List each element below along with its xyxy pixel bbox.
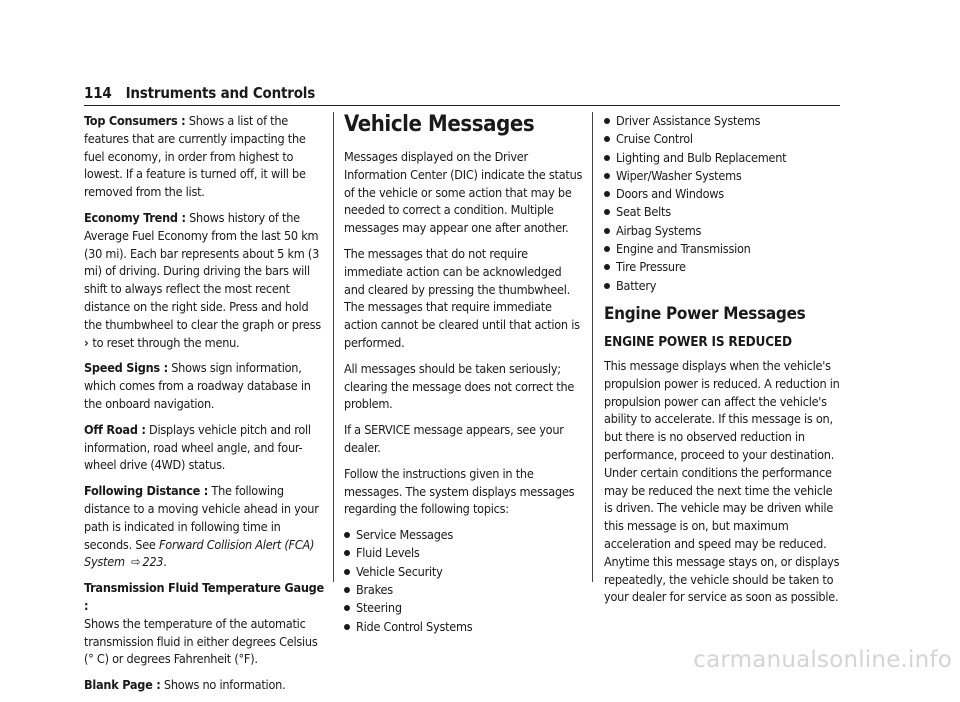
definition-term: Top Consumers : bbox=[84, 113, 186, 128]
bullet-icon bbox=[604, 136, 610, 142]
column-3 bbox=[604, 112, 840, 614]
chevron-right-icon: › bbox=[84, 334, 89, 350]
list-item: Cruise Control bbox=[604, 130, 840, 148]
definition-term: Following Distance : bbox=[84, 483, 209, 499]
footer bbox=[0, 636, 960, 678]
list-item: Engine and Transmission bbox=[604, 240, 840, 258]
definition-text: Shows the temperature of the automatic transmission fluid in either degrees Celsius (° C) or degrees Fahrenheit (°F). bbox=[84, 615, 318, 667]
definition-text: The following distance to a moving vehicle ahead in your path is indicated in following time in seconds. See bbox=[84, 483, 319, 552]
definition-text: Shows sign information, which comes from a roadway database in the onboard navigation. bbox=[84, 360, 311, 411]
list-item: Vehicle Security bbox=[344, 563, 584, 581]
watermark-link[interactable]: carmanualsonline.info bbox=[693, 647, 952, 673]
list-item: Fluid Levels bbox=[344, 544, 584, 562]
definition-term: Economy Trend : bbox=[84, 209, 186, 225]
topic-list-continued bbox=[604, 112, 840, 295]
column-divider-2 bbox=[592, 112, 593, 582]
paragraph: This message displays when the vehicle's propulsion power is reduced. A reduction in propulsion power can affect the vehicle's ability to accelerate. If this message is on, but there is no observed reduction in performance, proceed to your destination. Under certain conditions the performance may be reduced the next time the vehicle is driven. The vehicle may be driven while this message is on, but maximum acceleration and speed may be reduced. Anytime this message stays on, or displays repeatedly, the vehicle should be taken to your dealer for service as soon as possible. bbox=[604, 357, 840, 605]
list-item: Wiper/Washer Systems bbox=[604, 167, 840, 185]
bullet-icon bbox=[604, 209, 610, 215]
list-item: Driver Assistance Systems bbox=[604, 112, 840, 130]
paragraph: All messages should be taken seriously; clearing the message does not correct the problem. bbox=[344, 360, 575, 412]
bullet-icon bbox=[344, 532, 350, 538]
definition-text-continued: to reset through the menu. bbox=[92, 334, 240, 350]
list-item: Steering bbox=[344, 599, 584, 617]
paragraph: Follow the instructions given in the messages. The system displays messages regarding the following topics: bbox=[344, 465, 575, 517]
bullet-icon bbox=[344, 624, 350, 630]
bullet-icon bbox=[344, 587, 350, 593]
definition-term: Transmission Fluid Temperature Gauge : bbox=[84, 580, 324, 613]
list-item: Seat Belts bbox=[604, 203, 840, 221]
list-item: Airbag Systems bbox=[604, 222, 840, 240]
bullet-icon bbox=[344, 605, 350, 611]
bullet-icon bbox=[604, 246, 610, 252]
bullet-icon bbox=[604, 155, 610, 161]
paragraph: Messages displayed on the Driver Information Center (DIC) indicate the status of the vehicle or some action that may be needed to correct a condition. Multiple messages may appear one after another. bbox=[344, 149, 583, 236]
section-title: Instruments and Controls bbox=[125, 84, 316, 102]
engine-power-messages-heading: Engine Power Messages bbox=[604, 303, 806, 324]
list-item: Brakes bbox=[344, 581, 584, 599]
cross-reference-link[interactable]: Forward Collision Alert (FCA) System bbox=[84, 536, 315, 570]
bullet-icon bbox=[604, 173, 610, 179]
definition-off-road bbox=[84, 421, 326, 474]
bullet-icon bbox=[604, 118, 610, 124]
page-header bbox=[84, 84, 840, 106]
definition-text: Shows no information. bbox=[160, 677, 286, 693]
bullet-icon bbox=[344, 569, 350, 575]
definition-term: Off Road : bbox=[84, 421, 146, 437]
definition-economy-trend bbox=[84, 209, 326, 351]
list-item: Doors and Windows bbox=[604, 185, 840, 203]
bullet-icon bbox=[344, 550, 350, 556]
definition-text: Displays vehicle pitch and roll information, road wheel angle, and four-wheel drive (4WD) status. bbox=[84, 421, 311, 473]
definition-text-end: . bbox=[163, 554, 167, 570]
paragraph: The messages that do not require immediate action can be acknowledged and cleared by pressing the thumbwheel. The messages that require immediate action cannot be cleared until that action is performed. bbox=[344, 245, 580, 350]
list-item: Service Messages bbox=[344, 526, 584, 544]
vehicle-messages-heading: Vehicle Messages bbox=[344, 112, 535, 137]
page-number: 114 bbox=[84, 84, 112, 102]
bullet-icon bbox=[604, 283, 610, 289]
list-item: Lighting and Bulb Replacement bbox=[604, 149, 840, 167]
cross-reference-page[interactable]: 223 bbox=[142, 554, 164, 570]
paragraph: If a SERVICE message appears, see your dealer. bbox=[344, 422, 564, 455]
definition-speed-signs bbox=[84, 359, 326, 412]
list-item: Battery bbox=[604, 277, 840, 295]
definition-top-consumers bbox=[84, 112, 326, 201]
page-reference-icon: ⇨ bbox=[131, 554, 141, 570]
definition-term: Blank Page : bbox=[84, 677, 161, 693]
definition-text: Shows a list of the features that are currently impacting the fuel economy, in order from highest to lowest. If a feature is turned off, it will be removed from the list. bbox=[84, 113, 306, 200]
column-1 bbox=[84, 112, 326, 702]
definition-text: Shows history of the Average Fuel Economy from the last 50 km (30 mi). Each bar represents about 5 km (3 mi) of driving. During driving the bars will shift to always reflect the most recent distance on the right side. Press and hold the thumbwheel to clear the graph or press bbox=[84, 209, 321, 332]
topic-list bbox=[344, 526, 584, 636]
column-2 bbox=[344, 112, 584, 642]
column-divider-1 bbox=[333, 112, 334, 582]
bullet-icon bbox=[604, 228, 610, 234]
definition-following-distance bbox=[84, 482, 326, 571]
engine-power-reduced-subheading: ENGINE POWER IS REDUCED bbox=[604, 333, 792, 350]
definition-blank-page bbox=[84, 676, 326, 694]
list-item: Tire Pressure bbox=[604, 258, 840, 276]
definition-term: Speed Signs : bbox=[84, 360, 168, 376]
list-item: Ride Control Systems bbox=[344, 618, 584, 636]
bullet-icon bbox=[604, 264, 610, 270]
bullet-icon bbox=[604, 191, 610, 197]
